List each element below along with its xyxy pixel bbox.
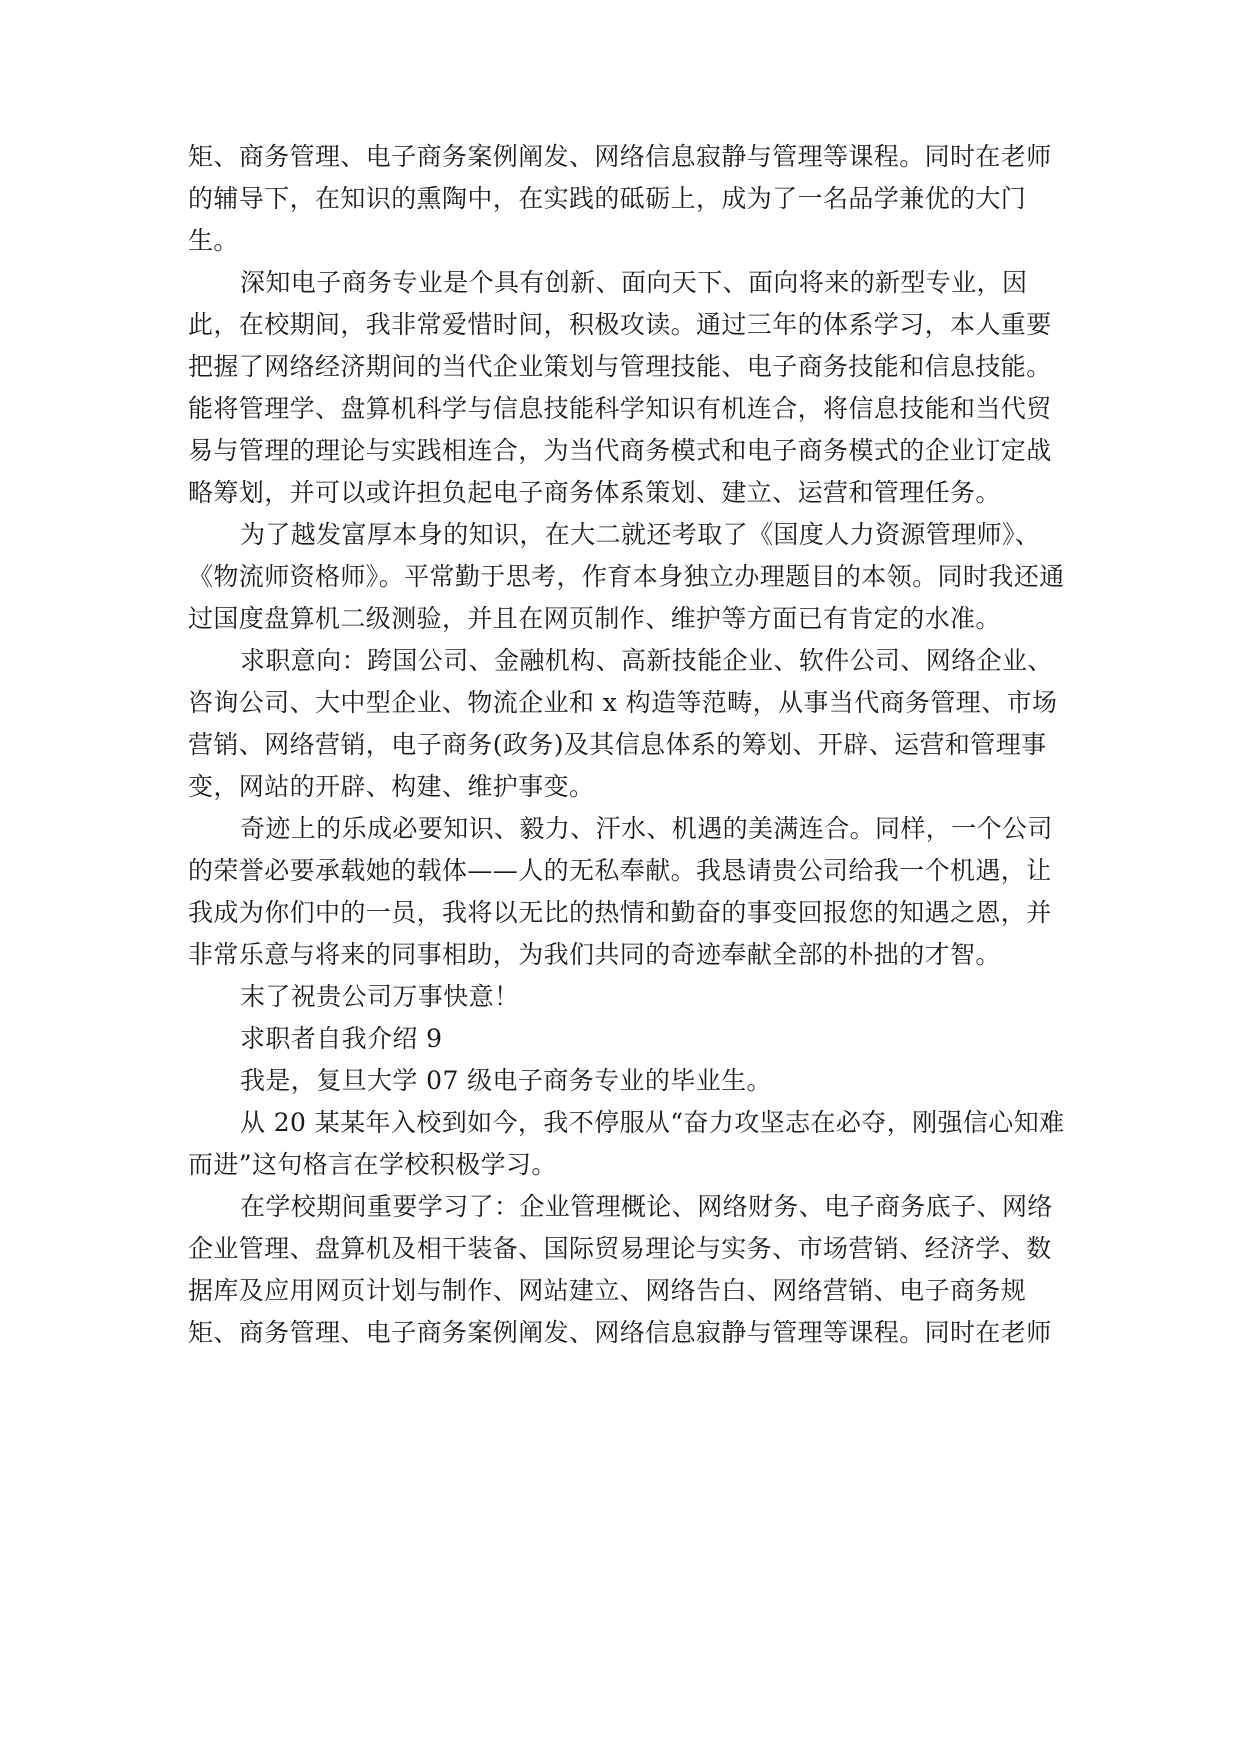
paragraph-first-line: 深知电子商务专业是个具有创新、面向天下、面向将来的新型专业，因 [240,268,1028,297]
closing-line: 末了祝贵公司万事快意！ [240,982,520,1011]
text-line: 生。 [188,226,239,255]
paragraph-first-line: 奇迹上的乐成必要知识、毅力、汗水、机遇的美满连合。同样，一个公司 [240,814,1053,843]
text-line: 易与管理的理论与实践相连合，为当代商务模式和电子商务模式的企业订定战 [188,436,1052,465]
text-line: 我成为你们中的一员，我将以无比的热情和勤奋的事变回报您的知遇之恩，并 [188,898,1052,927]
paragraph-first-line: 从 20 某某年入校到如今，我不停服从“奋力攻坚志在必夺，刚强信心知难 [240,1108,1065,1137]
text-line: 能将管理学、盘算机科学与信息技能科学知识有机连合，将信息技能和当代贸 [188,394,1052,423]
text-line: 的辅导下，在知识的熏陶中，在实践的砥砺上，成为了一名品学兼优的大门 [188,184,1027,213]
text-line: 矩、商务管理、电子商务案例阐发、网络信息寂静与管理等课程。同时在老师 [188,1318,1052,1347]
paragraph-first-line: 我是，复旦大学 07 级电子商务专业的毕业生。 [240,1066,772,1095]
text-line: 非常乐意与将来的同事相助，为我们共同的奇迹奉献全部的朴拙的才智。 [188,940,1001,969]
text-line: 企业管理、盘算机及相干装备、国际贸易理论与实务、市场营销、经济学、数 [188,1234,1052,1263]
text-line: 矩、商务管理、电子商务案例阐发、网络信息寂静与管理等课程。同时在老师 [188,142,1052,171]
text-line: 变，网站的开辟、构建、维护事变。 [188,772,595,801]
section-heading: 求职者自我介绍 9 [240,1024,443,1053]
paragraph-first-line: 求职意向：跨国公司、金融机构、高新技能企业、软件公司、网络企业、 [240,646,1053,675]
text-line: 而进”这句格言在学校积极学习。 [188,1150,557,1179]
text-line: 《物流师资格师》。平常勤于思考，作育本身独立办理题目的本领。同时我还通 [188,562,1065,591]
text-line: 的荣誉必要承载她的载体——人的无私奉献。我恳请贵公司给我一个机遇，让 [188,856,1052,885]
paragraph-first-line: 在学校期间重要学习了：企业管理概论、网络财务、电子商务底子、网络 [240,1192,1053,1221]
text-line: 营销、网络营销，电子商务(政务)及其信息体系的筹划、开辟、运营和管理事 [188,730,1047,759]
text-line: 略筹划，并可以或许担负起电子商务体系策划、建立、运营和管理任务。 [188,478,1001,507]
text-line: 过国度盘算机二级测验，并且在网页制作、维护等方面已有肯定的水准。 [188,604,1001,633]
text-line: 此，在校期间，我非常爱惜时间，积极攻读。通过三年的体系学习，本人重要 [188,310,1052,339]
text-line: 咨询公司、大中型企业、物流企业和 x 构造等范畴，从事当代商务管理、市场 [188,688,1058,717]
text-line: 把握了网络经济期间的当代企业策划与管理技能、电子商务技能和信息技能。 [188,352,1052,381]
paragraph-first-line: 为了越发富厚本身的知识，在大二就还考取了《国度人力资源管理师》、 [240,520,1041,549]
text-line: 据库及应用网页计划与制作、网站建立、网络告白、网络营销、电子商务规 [188,1276,1027,1305]
